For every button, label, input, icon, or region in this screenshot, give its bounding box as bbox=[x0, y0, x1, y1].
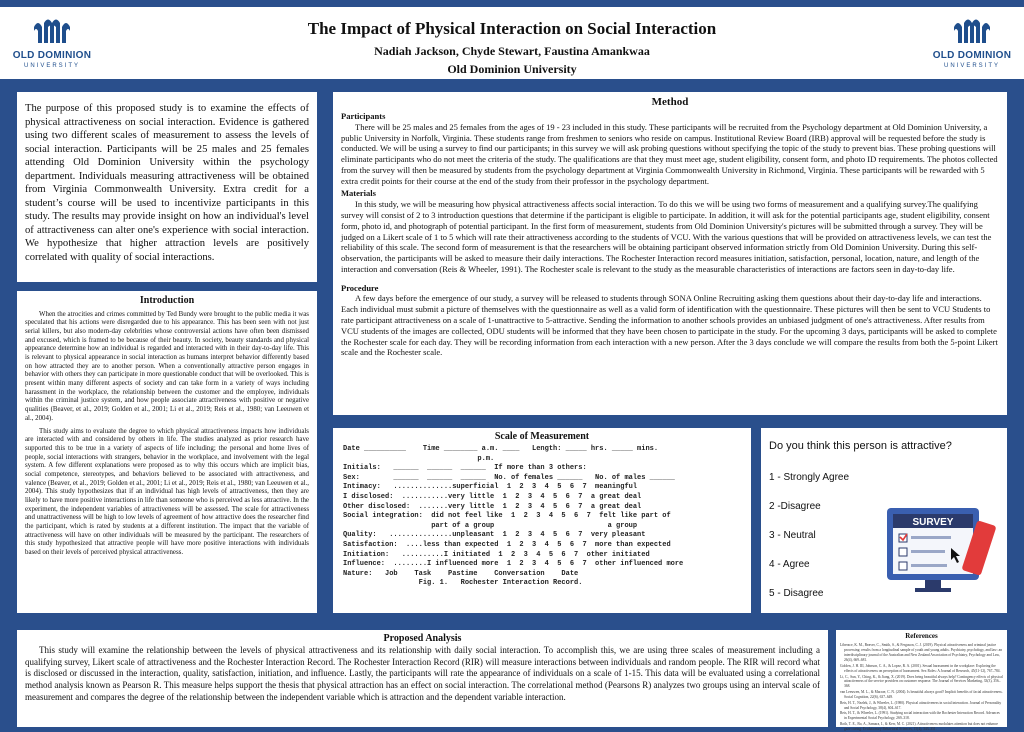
survey-option-1: 1 - Strongly Agree bbox=[769, 472, 850, 483]
introduction-paragraph-1: When the atrocities and crimes committed by Ted Bundy were brought to the public media it was speculated that his actions were disregarded due to his appearance. This has been seen with not just serial killers, but also modern-day celebrities whose controversial actions have often been dismissed and excused, which is framed to be because of their beauty. In society, beauty standards and physical appearance determine how an individual is regarded and interacted with in their day-to-day life. This is relevant to physical appearance in social interaction as humans interpret behavior differently based on how attracted they are to another person. When a conventionally attractive person engages in behavior with others they can participate in more questionable conduct that will be overlooked. This is present within many different aspects of society and can take form in a variety of ways including harassment in the workplace, the relationship between the customer and the employee, individuals within the criminal justice system, and how people associate attractiveness with positive or negative qualities (Beaver, et al., 2019; Golden et al., 2001; Li et al., 2019; Reis et al., 1980; van Leeuwen et al., 2004). bbox=[25, 310, 309, 422]
participants-text: There will be 25 males and 25 females from the ages of 19 - 23 included in this study. These participants will be recruited from the Psychology department at Old Dominion University, a public University in Norfolk, Virginia. These students range from freshmen to seniors who reside on campus. Institutional Review Board (IRB) approval will be requested before the study is conducted. We will be using a survey to find our participants; in this survey we will ask probing questions without specifying the topic of the study to prevent bias. These probing questions will eliminate participants who do not meet the criteria of the study. The qualifications are that they must meet age, student eligibility, consent form, and photo ID requirements. The photos collected from the survey will then be measured by students from the psychology department at Virginia Commonwealth University in Richmond, Virginia. These participants will be rewarded with 5 extra credit points for their course at the end of the study from their professor in the psychology department. bbox=[341, 121, 998, 186]
record-line: Other disclosed: .......very little 1 2 3 4 5 6 7 a great deal bbox=[343, 502, 642, 511]
record-line: Initiation: ..........I initiated 1 2 3 4 5 6 7 other initiated bbox=[343, 550, 650, 559]
survey-option-4: 4 - Agree bbox=[769, 559, 810, 570]
analysis-text: This study will examine the relationship between the levels of physical attractiveness and its relationship with daily social interaction. To accomplish this, we are using three scales of measurement including a qualifying survey, Likert scale of attractiveness and the Rochester Interaction Record. The Rochester Interaction Record (RIR) will measure interactions between individuals and random people. The RIR will record what is disclosed or discussed in the interaction, quality, satisfaction, initiation, and influence. Lastly, the participants will rate the appearance of individuals on a scale of 1-15. This data will be evaluated using a correlational method analysis known as Pearson R. This measure helps support the thesis that physical attraction has an effect on social interaction. The correlational method (Pearsons R) analyzes two groups using an interval scale of measurement and compares the degree of the relationship between the independent variable which is attraction and the dependent variable interaction. bbox=[25, 645, 820, 702]
method-heading: Method bbox=[651, 96, 689, 108]
reference-item: Golden, J. H. III, Johnson, C. A., & Lopez, R. A. (2001). Sexual harassment in the workplace: Exploring the effects of attractiveness on perception of harassment. Sex Roles: A Journal of Research, 45(11-12), 767–784. bbox=[840, 663, 1001, 673]
reference-item: van Leeuwen, M. L., & Macrae, C. N. (2004). Is beautiful always good? Implicit benefits of facial attractiveness. Social Cognition, 22(6), 637–649. bbox=[840, 690, 1003, 699]
record-line: Date __________ Time ________ a.m. ____ Length: _____ hrs. _____ mins. bbox=[343, 445, 659, 453]
logo-text-primary: OLD DOMINION bbox=[932, 50, 1012, 61]
method-panel bbox=[333, 92, 1007, 415]
crown-icon bbox=[952, 17, 992, 45]
record-line: Sex: ______ ______ ______ No. of females ______ No. of males ______ bbox=[343, 473, 675, 482]
reference-item: Liberace, K. M., Beaver, C., Smith, S., & Ferguson, C. J. (2019). Physical attractiveness and criminal justice processing: results from a longitudinal sample of youth and young adults. Psychiatry, psychology, and law: an interdisciplinary journal of the Australian and New Zealand Association of Psychiatry, Psychology and Law, 26(4), 669–681. bbox=[840, 643, 1003, 662]
procedure-text: A few days before the emergence of our study, a survey will be released to students through SONA Online Recruiting asking them questions about their day-to-day life and interactions. Each individual must submit a picture of themselves with the questionnaire as well as a valid form of identification with the questionnaire. These pictures will then be sent to VCU Students to rate participant attractiveness on a scale of 1-unattractive to 5-attractive. Sending the information to another schools provides an unbiased judgment of one's attractiveness. After results from VCU students of the images are collected, ODU students will be informed that they have been chosen to participate in the study. For the upcoming 3 days, participants will be asked to complete the Rochester scale for each day. They will be recording information from each interaction with a new person. After the 3 days conclude we will compare the results from both the 5-point Likert scale and the Rochester scale. bbox=[341, 293, 998, 358]
record-line: Intimacy: ..............superficial 1 2 3 4 5 6 7 meaningful bbox=[343, 483, 638, 492]
survey-illustration bbox=[885, 504, 997, 594]
record-line: Fig. 1. Rochester Interaction Record. bbox=[343, 579, 583, 588]
poster-institution: Old Dominion University bbox=[447, 62, 577, 76]
record-line: Quality: ...............unpleasant 1 2 3 4 5 6 7 very pleasant bbox=[343, 531, 646, 540]
abstract-panel bbox=[17, 92, 317, 282]
record-line: Initials: ______ ______ ______ If more than 3 others: bbox=[343, 464, 587, 473]
introduction-heading: Introduction bbox=[139, 295, 195, 306]
reference-item: Reis, H. T., Nezlek, J., & Wheeler, L. (1980). Physical attractiveness in social interaction. Journal of Personality and Social Psychology, 38(4), 604–617. bbox=[840, 700, 1002, 710]
poster-title: The Impact of Physical Interaction on Social Interaction bbox=[307, 19, 717, 38]
checkbox-icon bbox=[899, 562, 907, 570]
checkbox-icon bbox=[899, 548, 907, 556]
introduction-paragraph-2: This study aims to evaluate the degree to which physical attractiveness impacts how individuals are interacted with and considered by others in life. The studies analyzed as prior research have supported this to be true in a variety of aspects of life including; the personal and home lives of people, social interactions with strangers, behavior in the workplace, and involvement with the legal system. A few different explanations were proposed as to why this occurs which are implicit bias, social competence, stereotypes, and behaviors believed to be associated with attractiveness, and valence (Beaver, et al., 2019; Golden et al., 2001; Li et al., 2019; Reis et al., 1980; van Leeuwen et al., 2004). This study hypothesizes that if an individual has high levels of attractiveness, then they are likely to have more positive interactions in life than someone who is perceived as less attractive. In the experiment, the independent variables of attractiveness will be assessed. The scale for attractiveness and unattractiveness will be high to low levels of agreement of how attractive does the researcher find the participant, which is rated by students at a different institution. The impact that the variable of attractiveness will have on other individuals will be measured by the participant. The researchers of this study hypothesized that attractive people will have more positive interactions with individuals based on their levels of perceived physical attractiveness. bbox=[25, 427, 309, 557]
record-line: part of a group a group bbox=[343, 521, 638, 530]
odu-logo-right bbox=[932, 17, 1012, 77]
survey-image-label: SURVEY bbox=[912, 517, 954, 528]
materials-heading: Materials bbox=[341, 188, 376, 199]
record-line: Influence: ........I influenced more 1 2 3 4 5 6 7 other influenced more bbox=[343, 560, 684, 569]
logo-text-secondary: UNIVERSITY bbox=[943, 63, 1000, 69]
record-line: p.m. bbox=[343, 454, 495, 463]
procedure-heading: Procedure bbox=[341, 282, 379, 293]
logo-text-secondary: UNIVERSITY bbox=[23, 63, 80, 69]
record-line: Social integration: did not feel like 1 2 3 4 5 6 7 felt like part of bbox=[343, 512, 671, 521]
analysis-panel bbox=[17, 630, 828, 727]
survey-option-5: 5 - Disagree bbox=[769, 588, 824, 599]
survey-option-3: 3 - Neutral bbox=[769, 530, 816, 541]
survey-question: Do you think this person is attractive? bbox=[769, 440, 952, 452]
poster-authors: Nadiah Jackson, Chyde Stewart, Faustina Amankwaa bbox=[374, 44, 650, 58]
analysis-heading: Proposed Analysis bbox=[383, 633, 462, 644]
record-line: Nature: Job Task Pastime Conversation Date bbox=[343, 569, 579, 578]
record-line: Satisfaction: ....less than expected 1 2 3 4 5 6 7 more than expected bbox=[343, 540, 671, 549]
rochester-interaction-record bbox=[343, 445, 741, 610]
introduction-panel bbox=[17, 291, 317, 613]
reference-item: Reis, H. T., & Wheeler, L. (1991). Studying social interaction with the Rochester Interaction Record. Advances in Experimental Social Psychology, 269–318. bbox=[840, 711, 1000, 721]
participants-heading: Participants bbox=[341, 110, 386, 121]
scale-heading: Scale of Measurement bbox=[494, 431, 590, 442]
survey-option-2: 2 -Disagree bbox=[769, 501, 821, 512]
references-heading: References bbox=[905, 632, 938, 640]
references-panel bbox=[836, 630, 1007, 731]
scale-panel bbox=[333, 428, 751, 613]
logo-text-primary: OLD DOMINION bbox=[12, 50, 92, 61]
materials-text: In this study, we will be measuring how physical attractiveness affects social interaction. To do this we will be using two forms of measurement and a qualifying survey.The qualifying survey will consist of 2 to 3 introduction questions that determine if the participant is eligible to participate. In addition, it will ask for the potential participants age, student eligibility, consent form, photo id, and photograph of potential participant. In the first form of measurement, students from Old Dominion University's pictures will be submitted through a survey. They will be judged on a Likert scale of 1 to 5 which will rate their attractiveness according to the students of VCU. With the various questions that will be provided on attractiveness levels, we can test the reliability of this scale. The second form of measurement is that the researchers will be obtaining participant observed information strictly from Old Dominion University. During this self-observation, the participants will be asked to measure their daily interactions. The Rochester Interaction record measures initiation, satisfaction, personal, location, nature, and length of the interaction and conversation (Reis & Wheeler, 1991). The Rochester scale is relevant to the study as the measurable characteristics of interactions are factors seen in day-to-day life. bbox=[341, 199, 992, 274]
poster-header bbox=[0, 7, 1024, 79]
survey-panel bbox=[761, 428, 1007, 613]
abstract-text: The purpose of this proposed study is to examine the effects of physical attractiveness on social interaction. Evidence is gathered using two different scales of measurement to assess the levels of social interaction. Participants will be 25 males and 25 females attending Old Dominion University within the psychology department. Individuals measuring attractiveness will be obtained from Virginia Commonwealth University. Extra credit for a student’s course will be used to incentivize participants in this study. The results may provide insight on how an individual's level of attractiveness can alter one's experience with social interaction. We hypothesize that higher attraction levels are positively correlated with quality of social interactions. bbox=[25, 103, 309, 264]
reference-item: Li, C., Sun, Y., Ching, K., & Jiang, X. (2019). Does being beautiful always help? Contingency effects of physical attractiveness of the service providers on customer response. The Journal of Services Marketing, 33(3), 356–368. bbox=[840, 674, 1003, 689]
record-line: I disclosed: ...........very little 1 2 3 4 5 6 7 a great deal bbox=[343, 492, 642, 501]
reference-item: Roth, T. E., Bo, A., Samara, I., & Kerr, M. C. (2021). Attractiveness modulates attention but does not enhance gaze cueing. Evolutionary Behavioral Sciences, 15(4), 343–351. bbox=[840, 722, 999, 731]
